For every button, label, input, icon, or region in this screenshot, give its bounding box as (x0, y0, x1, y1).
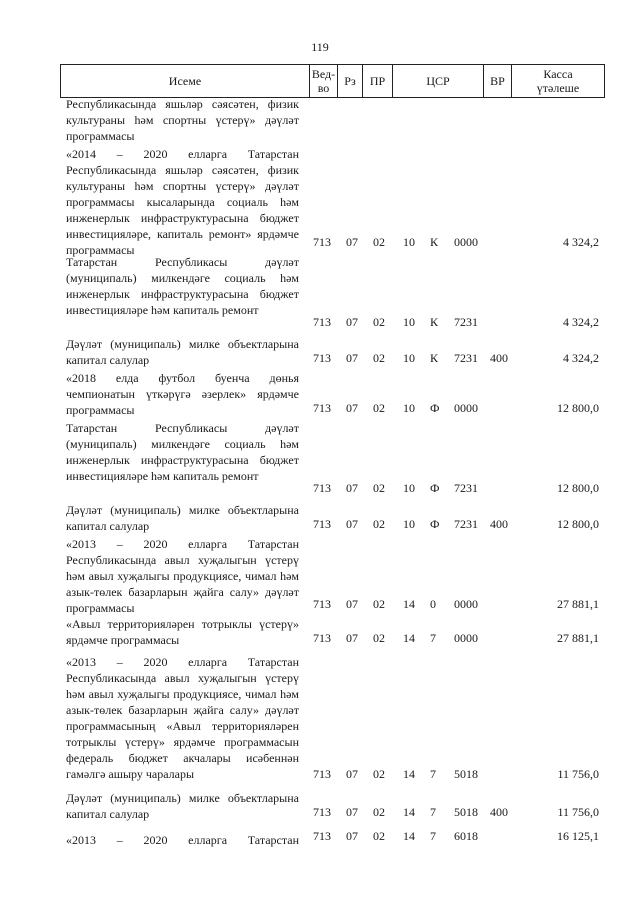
cell-rz: 07 (346, 315, 358, 329)
row-name: Республикасында яшьләр сәясәтен, физик культураны һәм спортны үстерү» дәүләт программасы (66, 97, 299, 143)
row-name: «2018 елда футбол буенча дөнья чемпионатын үткәрүгә әзерлек» ярдәмче программасы (66, 371, 299, 417)
cell-pr: 02 (373, 829, 385, 843)
header-vr: ВР (483, 65, 511, 97)
row-name: Дәүләт (муниципаль) милке объектларына капитал салулар (66, 503, 299, 533)
cell-sum: 4 324,2 (563, 235, 599, 249)
cell-sum: 4 324,2 (563, 351, 599, 365)
cell-rz: 07 (346, 481, 358, 495)
cell-ved: 713 (313, 829, 331, 843)
cell-sum: 12 800,0 (557, 517, 599, 531)
header-sum: Касса үтәлеше (511, 65, 604, 97)
cell-sum: 27 881,1 (557, 597, 599, 611)
cell-rz: 07 (346, 805, 358, 819)
cell-rz: 07 (346, 235, 358, 249)
cell-ved: 713 (313, 631, 331, 645)
cell-csr-2: 7 (430, 631, 436, 645)
row-name: Дәүләт (муниципаль) милке объектларына капитал салулар (66, 791, 299, 821)
cell-pr: 02 (373, 481, 385, 495)
cell-ved: 713 (313, 401, 331, 415)
cell-pr: 02 (373, 235, 385, 249)
cell-pr: 02 (373, 767, 385, 781)
cell-csr-1: 10 (403, 351, 415, 365)
cell-sum: 16 125,1 (557, 829, 599, 843)
cell-pr: 02 (373, 631, 385, 645)
cell-pr: 02 (373, 805, 385, 819)
cell-csr-3: 5018 (454, 805, 478, 819)
cell-csr-3: 7231 (454, 517, 478, 531)
cell-vr: 400 (490, 351, 508, 365)
cell-csr-1: 10 (403, 315, 415, 329)
cell-csr-1: 14 (403, 829, 415, 843)
row-codes (0, 828, 640, 844)
cell-rz: 07 (346, 631, 358, 645)
header-rz: Рз (337, 65, 362, 97)
cell-csr-2: 7 (430, 805, 436, 819)
cell-ved: 713 (313, 315, 331, 329)
cell-ved: 713 (313, 767, 331, 781)
cell-csr-2: К (430, 235, 439, 249)
row-name: Татарстан Республикасы дәүләт (муниципаль) милкендәге социаль һәм инженерлык инфраструктурасына бюджет инвестицияләре һәм капиталь ремонт (66, 421, 299, 483)
cell-csr-1: 10 (403, 481, 415, 495)
cell-csr-3: 0000 (454, 597, 478, 611)
cell-csr-2: К (430, 351, 439, 365)
cell-vr: 400 (490, 805, 508, 819)
cell-ved: 713 (313, 351, 331, 365)
cell-pr: 02 (373, 517, 385, 531)
cell-csr-1: 14 (403, 805, 415, 819)
cell-sum: 4 324,2 (563, 315, 599, 329)
cell-csr-1: 14 (403, 631, 415, 645)
row-codes (0, 400, 640, 416)
table-header (60, 64, 605, 98)
cell-csr-1: 10 (403, 401, 415, 415)
cell-csr-3: 0000 (454, 401, 478, 415)
cell-csr-2: Ф (430, 401, 440, 415)
cell-ved: 713 (313, 597, 331, 611)
row-name: «2014 – 2020 елларга Татарстан Республикасында яшьләр сәясәтен, физик культураны һәм спортны үстерү» дәүләт программасы кысаларында социаль һәм инженерлык инфраструктурасына бюджет инвестицияләре, капиталь ремонт» ярдәмче программасы (66, 147, 299, 257)
cell-pr: 02 (373, 315, 385, 329)
cell-sum: 12 800,0 (557, 481, 599, 495)
cell-pr: 02 (373, 401, 385, 415)
cell-csr-1: 14 (403, 597, 415, 611)
page-number: 119 (311, 40, 329, 54)
cell-sum: 12 800,0 (557, 401, 599, 415)
cell-csr-1: 10 (403, 235, 415, 249)
cell-csr-2: Ф (430, 517, 440, 531)
cell-ved: 713 (313, 805, 331, 819)
cell-sum: 11 756,0 (557, 767, 599, 781)
cell-rz: 07 (346, 517, 358, 531)
row-name: «2013 – 2020 елларга Татарстан Республикасында авыл хуҗалыгын үстерү һәм авыл хуҗалыгы продукциясе, чимал һәм азык-төлек базарларын җайга салу» дәүләт программасы (66, 537, 299, 615)
cell-csr-3: 0000 (454, 631, 478, 645)
cell-csr-2: 0 (430, 597, 436, 611)
cell-csr-1: 14 (403, 767, 415, 781)
row-codes (0, 480, 640, 496)
cell-csr-2: 7 (430, 767, 436, 781)
cell-rz: 07 (346, 829, 358, 843)
row-codes (0, 314, 640, 330)
row-name: «2013 – 2020 елларга Татарстан Республикасында авыл хуҗалыгын үстерү һәм авыл хуҗалыгы продукциясе, чимал һәм азык-төлек базарларын җайга салу» дәүләт программасының «Авыл территорияләрен тотрыклы үстерү» ярдәмче программасын федераль бюджет акчалары исәбеннән гамәлгә ашыру чаралары (66, 655, 299, 781)
cell-csr-2: 7 (430, 829, 436, 843)
cell-csr-3: 7231 (454, 481, 478, 495)
cell-rz: 07 (346, 401, 358, 415)
cell-csr-1: 10 (403, 517, 415, 531)
cell-rz: 07 (346, 597, 358, 611)
cell-csr-3: 6018 (454, 829, 478, 843)
cell-csr-3: 0000 (454, 235, 478, 249)
cell-csr-3: 5018 (454, 767, 478, 781)
row-codes (0, 766, 640, 782)
header-ved: Вед- во (309, 65, 337, 97)
cell-ved: 713 (313, 517, 331, 531)
cell-pr: 02 (373, 597, 385, 611)
cell-sum: 27 881,1 (557, 631, 599, 645)
cell-ved: 713 (313, 481, 331, 495)
cell-csr-2: К (430, 315, 439, 329)
row-codes (0, 350, 640, 366)
cell-pr: 02 (373, 351, 385, 365)
row-name: «2013 – 2020 елларга Татарстан (66, 833, 299, 847)
cell-csr-2: Ф (430, 481, 440, 495)
header-csr: ЦСР (392, 65, 483, 97)
row-codes (0, 804, 640, 820)
cell-csr-3: 7231 (454, 315, 478, 329)
row-name: «Авыл территорияләрен тотрыклы үстерү» ярдәмче программасы (66, 617, 299, 647)
row-codes (0, 516, 640, 532)
row-codes (0, 630, 640, 646)
cell-sum: 11 756,0 (557, 805, 599, 819)
cell-rz: 07 (346, 351, 358, 365)
row-codes (0, 596, 640, 612)
header-pr: ПР (362, 65, 392, 97)
cell-ved: 713 (313, 235, 331, 249)
row-name: Дәүләт (муниципаль) милке объектларына капитал салулар (66, 337, 299, 367)
cell-vr: 400 (490, 517, 508, 531)
cell-rz: 07 (346, 767, 358, 781)
row-codes (0, 234, 640, 250)
cell-csr-3: 7231 (454, 351, 478, 365)
header-name: Исеме (168, 74, 202, 88)
row-name: Татарстан Республикасы дәүләт (муниципаль) милкендәге социаль һәм инженерлык инфраструктурасына бюджет инвестицияләре һәм капиталь ремонт (66, 255, 299, 317)
